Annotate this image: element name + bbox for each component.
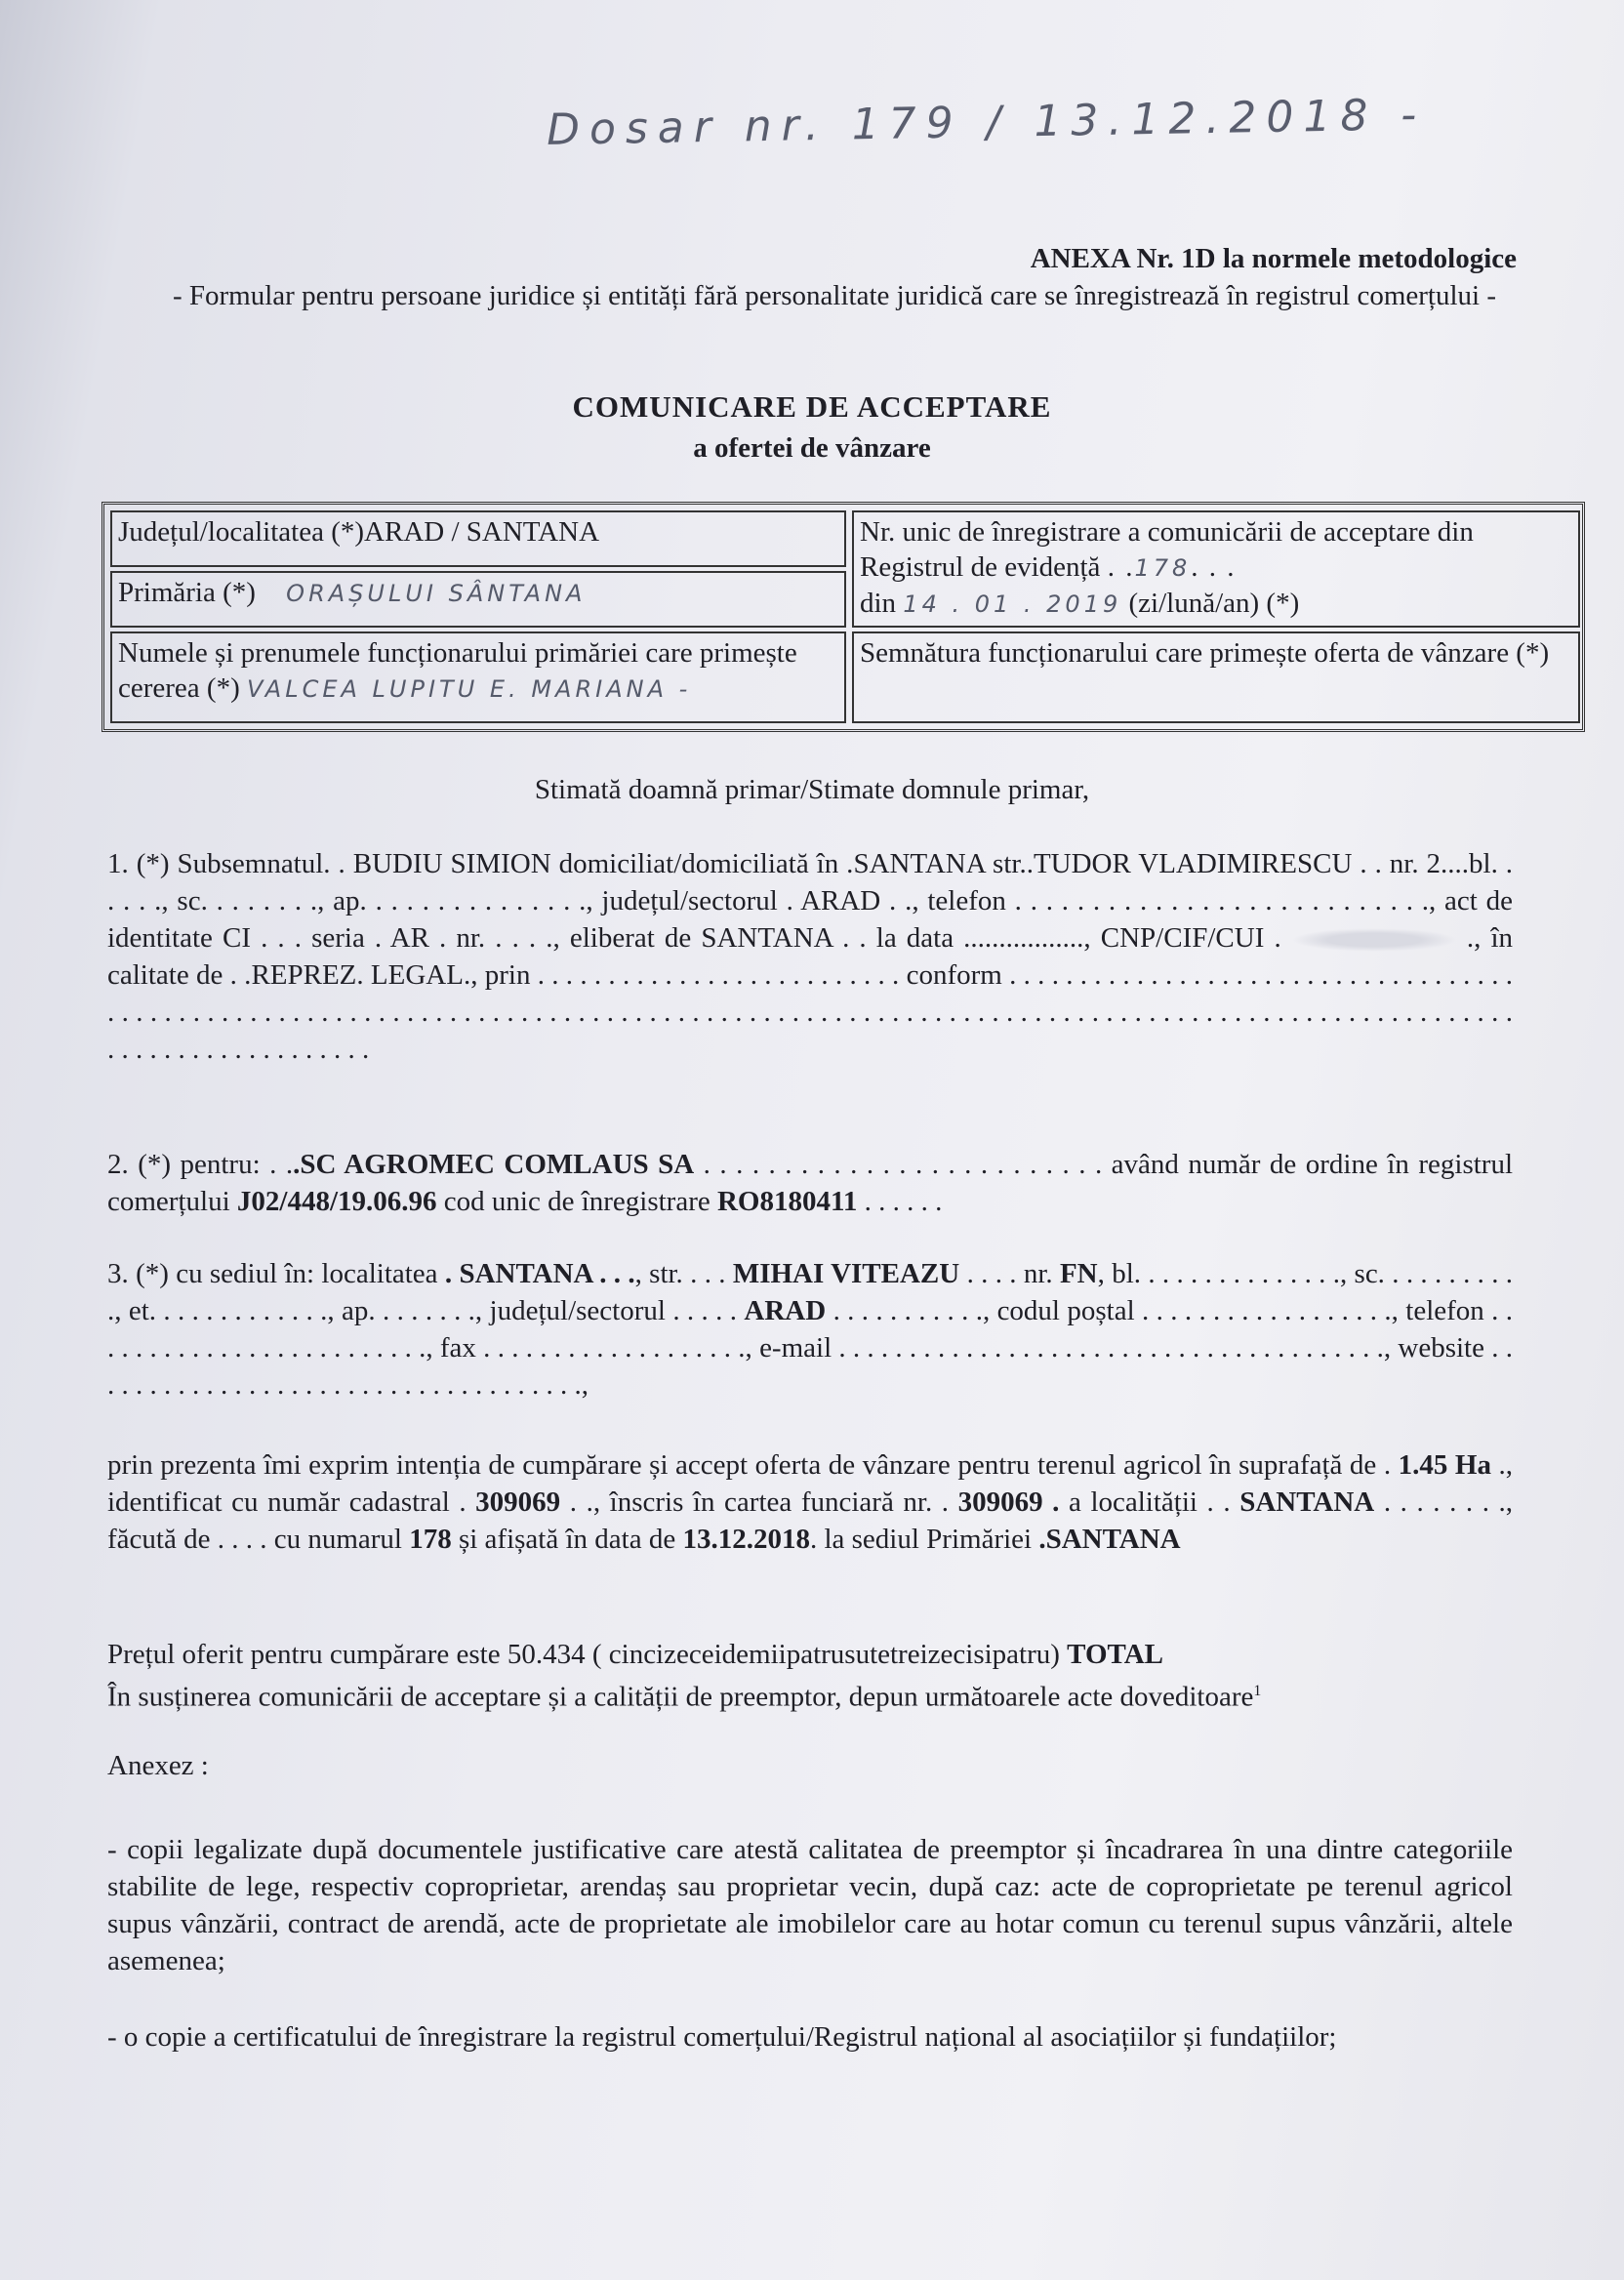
handwritten-dosar-note: Dosar nr. 179 / 13.12.2018 - [546,90,1427,155]
section-3-headquarters [107,1255,1513,1404]
salutation: Stimată doamnă primar/Stimate domnule primar, [534,774,1090,805]
nr-value: 178 [1134,554,1192,582]
p1-address-rest: . . nr. 2....bl. . . . . ., sc. . . . . . . ., ap. . . . . . . . . . . . . . ., județul/sectorul . [107,848,1514,916]
applicant-county: ARAD [800,885,881,916]
company-name: .SC AGROMEC COMLAUS SA [293,1149,695,1180]
p4-t7: . la sediul Primăriei [809,1524,1033,1555]
p1-telefon: . ., telefon . . . . . . . . . . . . . . . . . . . . . . . . . . ., act de identitate [107,885,1514,954]
p1-eliberat: SANTANA [701,922,832,954]
land-area: 1.45 Ha [1398,1449,1491,1481]
p1-str: str.. [993,848,1034,879]
land-locality: SANTANA [1239,1486,1375,1518]
supporting-docs-intro: În susținerea comunicării de acceptare și a calității de preemptor, depun următoarele acte doveditoare [107,1681,1254,1713]
registration-table [102,502,1585,732]
trade-register-number: J02/448/19.06.96 [236,1186,437,1217]
p2-ordine: . . . . . . . . . . . . . . . . . . . . . . . . . având număr de ordine în registrul comerțului [107,1149,1513,1217]
hq-street: MIHAI VITEAZU [732,1258,960,1289]
semnatura-cell [852,631,1580,723]
p4-t4: a localității . . [1069,1486,1231,1518]
p2-end: . . . . . . [864,1186,943,1217]
section-offer-acceptance [107,1446,1513,1558]
p3-str: , str. . . . [634,1258,726,1289]
hq-locality: . SANTANA . . . [444,1258,635,1289]
redacted-cnp [1291,928,1457,952]
offered-price: Prețul oferit pentru cumpărare este 50.434 ( cincizeceidemiipatrusutetreizecisipatru) [107,1639,1060,1670]
cadastral-number: 309069 [475,1486,561,1518]
p1-calitate: ., în calitate de . . [107,922,1514,991]
applicant-street: TUDOR VLADIMIRESCU [1033,848,1353,879]
nr-inregistrare-cell: Nr. unic de înregistrare a comunicării de acceptare din Registrul de evidență . .178. . . din 14 . 01 . 2019 (zi/lună/an) (*) [852,510,1580,628]
functionar-value: VALCEA LUPITU E. MARIANA - [247,675,692,703]
footnote-marker: 1 [1253,1683,1262,1699]
applicant-name: BUDIU SIMION [352,848,551,879]
p3-rest1: , bl. . . . . . . . . . . . . . ., sc. . . . . . . . . . ., et. . . . . . . . . . . . ., ap. . . . . . . ., județul/sectorul . . . . . [107,1258,1514,1326]
p4-t2: ., identificat cu număr cadastral . [107,1449,1514,1518]
annex-title: ANEXA Nr. 1D la normele metodologice [1030,243,1517,274]
judet-value: ARAD / SANTANA [364,516,600,548]
judet-cell [110,510,846,567]
p4-t3: . ., înscris în cartea funciară nr. . [569,1486,950,1518]
p1-domiciliat: domiciliat/domiciliată în . [558,848,854,879]
judet-label: Județul/localitatea (*) [118,516,365,548]
p3-nr-label: . . . . nr. [966,1258,1053,1289]
hq-county: ARAD [744,1295,827,1326]
din-label: din [860,588,897,619]
p1-act: CI . . . seria . AR . nr. . . . ., eliberat de [223,922,692,954]
primaria-label: Primăria (*) [118,577,256,608]
p4-t1: prin prezenta îmi exprim intenția de cumpărare și accept oferta de vânzare pentru terenul agricol în suprafață de . [107,1449,1392,1481]
anexez-heading: Anexez : [107,1750,209,1781]
applicant-role: REPREZ. LEGAL [251,959,464,991]
section-1-applicant [107,845,1513,1068]
semnatura-label: Semnătura funcționarului care primește oferta de vânzare (*) [860,637,1550,669]
cui-label: cod unic de înregistrare [443,1186,710,1217]
section-2-company [107,1146,1513,1220]
document-subtitle: a ofertei de vânzare [693,432,931,464]
din-value: 14 . 01 . 2019 [903,590,1122,618]
functionar-cell [110,631,846,723]
annex-subtitle: - Formular pentru persoane juridice și entități fără personalitate juridică care se înregistrează în registrul comerțului - [172,280,1496,311]
hq-number: FN [1059,1258,1098,1289]
primaria-value: ORAȘULUI SÂNTANA [286,580,587,607]
primaria-cell [110,571,846,628]
price-total-label: TOTAL [1067,1639,1164,1670]
section-price [107,1636,1513,1716]
p4-t6: și afișată în data de [458,1524,676,1555]
p1-prefix: 1. (*) Subsemnatul. . [107,848,345,879]
posting-date: 13.12.2018 [682,1524,810,1555]
offer-number: 178 [409,1524,452,1555]
annex-item-1: - copii legalizate după documentele justificative care atestă calitatea de preemptor și încadrarea în una dintre categoriile stabilite de lege, respectiv coproprietar, arendaș sau proprietar vecin, după caz: acte de coproprietate pe terenul agricol supus vânzării, contract de arendă, acte de proprietate ale imobilelor care au hotar comun cu terenul supus vânzării, altele asemenea; [107,1834,1513,1976]
p3-prefix: 3. (*) cu sediul în: localitatea [107,1258,438,1289]
document-title: COMUNICARE DE ACCEPTARE [572,389,1052,424]
functionar-label: Numele și prenumele funcționarului primăriei care primește cererea (*) [118,637,797,704]
applicant-locality: SANTANA [853,848,986,879]
p1-la-data: . . la data ................., CNP/CIF/CUI . [842,922,1281,954]
nr-label: Nr. unic de înregistrare a comunicării de acceptare din Registrul de evidență [860,516,1474,583]
land-book-number: 309069 . [957,1486,1060,1518]
p3-rest2: . . . . . . . . . . ., codul poștal . . . . . . . . . . . . . . . . . ., telefon . . . . . . . . . . . . . . . . . . . . . . . . ., fax . . . . . . . . . . . . . . . . . . ., e-mail . . . . . . . . . . . . . . . . . . . . . . . . . . . . . . . . . . . . . . ., website . . . . . . . . . . . . . . . . . . . . . . . . . . . . . . . . . . . ., [107,1295,1514,1401]
cui-value: RO8180411 [716,1186,858,1217]
p2-prefix: 2. (*) pentru: . . [107,1149,294,1180]
annex-item-2: - o copie a certificatului de înregistrare la registrul comerțului/Registrul național al asociațiilor și fundațiilor; [107,2021,1337,2053]
din-suffix: (zi/lună/an) (*) [1128,588,1300,619]
p4-t5: . . . . . . . ., făcută de . . . . cu numarul [107,1486,1514,1555]
p1-prin-conform: ., prin . . . . . . . . . . . . . . . . . . . . . . . . . . conform . . . . . . . . . . . . . . . . . . . . . . . . . . . . . . . . . . . . . . . . . . . . . . . . . . . . . . . . . . . . . . . . . . . . . . . . . . . . . . . . . . . . . . . . . . . . . . . . . . . . . . . . . . . . . . . . . . . . . . . . . . . . . . . . . . . . . . . . . . . . . . . . . . . . . . . . . . [107,959,1513,1065]
posting-town-hall: .SANTANA [1038,1524,1181,1555]
